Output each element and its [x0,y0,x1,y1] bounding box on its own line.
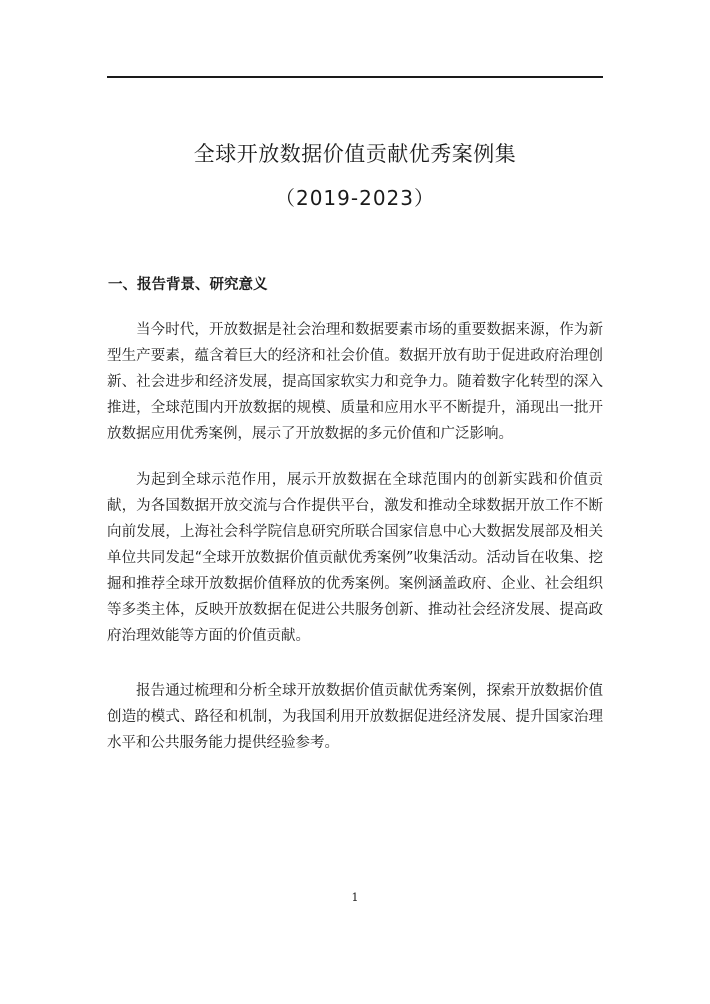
body-paragraph-3: 报告通过梳理和分析全球开放数据价值贡献优秀案例，探索开放数据价值创造的模式、路径和机制，为我国利用开放数据促进经济发展、提升国家治理水平和公共服务能力提供经验参考。 [107,683,603,751]
page-number: 1 [351,891,359,904]
document-title: 全球开放数据价值贡献优秀案例集 [193,142,517,166]
body-paragraph-2: 为起到全球示范作用，展示开放数据在全球范围内的创新实践和价值贡献，为各国数据开放交流与合作提供平台，激发和推动全球数据开放工作不断向前发展，上海社会科学院信息研究所联合国家信息中心大数据发展部及相关单位共同发起“全球开放数据价值贡献优秀案例”收集活动。活动旨在收集、挖掘和推荐全球开放数据价值释放的优秀案例。案例涵盖政府、企业、社会组织等多类主体，反映开放数据在促进公共服务创新、推动社会经济发展、提高政府治理效能等方面的价值贡献。 [107,472,603,644]
section-heading: 一、报告背景、研究意义 [108,277,268,293]
document-subtitle: （2019-2023） [274,186,435,210]
body-paragraph-1: 当今时代，开放数据是社会治理和数据要素市场的重要数据来源，作为新型生产要素，蕴含着巨大的经济和社会价值。数据开放有助于促进政府治理创新、社会进步和经济发展，提高国家软实力和竞争力。随着数字化转型的深入推进，全球范围内开放数据的规模、质量和应用水平不断提升，涌现出一批开放数据应用优秀案例，展示了开放数据的多元价值和广泛影响。 [107,322,603,442]
header-rule [107,76,603,78]
